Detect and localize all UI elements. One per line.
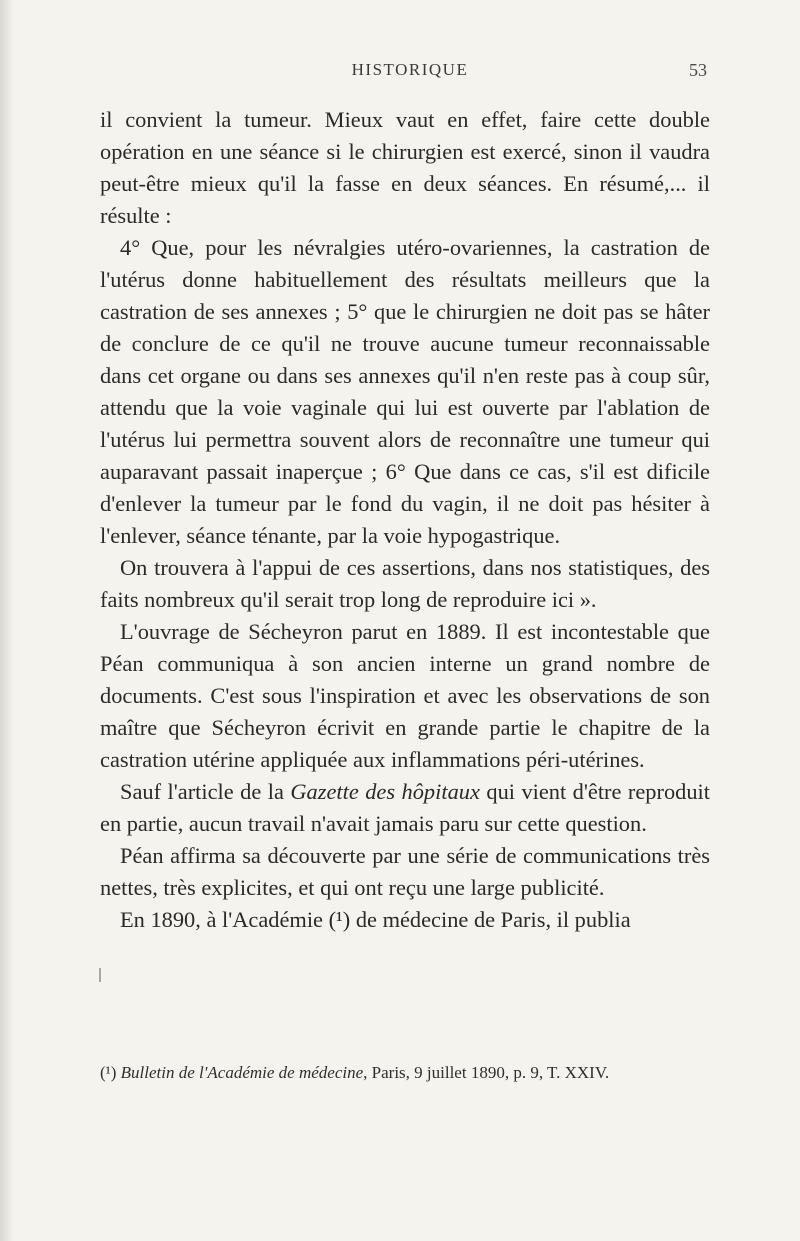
body-text xyxy=(100,104,710,936)
paragraph-5-after: qui vient d'être reproduit en partie, aucun travail n'avait jamais paru sur cette question. xyxy=(100,779,710,836)
paragraph-7 xyxy=(100,904,710,936)
paragraph-7-before: En 1890, à l'Académie xyxy=(120,907,329,932)
footnote-marker: (¹) xyxy=(100,1063,117,1082)
paragraph-5 xyxy=(100,776,710,840)
footnote-title: Bulletin de l'Académie de médecine xyxy=(120,1063,364,1082)
paragraph-7-after: de médecine de Paris, il publia xyxy=(350,907,631,932)
footnote-reference: (¹) xyxy=(328,907,351,932)
paragraph-1: il convient la tumeur. Mieux vaut en effet, faire cette double opération en une séance si le chirurgien est exercé, sinon il vaudra peut-être mieux qu'il la fasse en deux séances. En résumé,... il résulte : xyxy=(100,107,710,228)
gazette-title: Gazette des hôpitaux xyxy=(290,779,480,804)
paragraph-3: On trouvera à l'appui de ces assertions, dans nos statistiques, des faits nombreux qu'il serait trop long de reproduire ici ». xyxy=(100,555,710,612)
margin-mark xyxy=(99,968,101,982)
paragraph-6: Péan affirma sa découverte par une série de communications très nettes, très explicites, et qui ont reçu une large publicité. xyxy=(100,843,710,900)
page-header xyxy=(0,60,800,90)
page-edge-shadow xyxy=(0,0,14,1241)
page-number: 53 xyxy=(689,60,707,80)
paragraph-2: 4° Que, pour les névralgies utéro-ovariennes, la castration de l'utérus donne habituellement des résultats meilleurs que la castration de ses annexes ; 5° que le chirurgien ne doit pas se hâter de conclure de ce qu'il ne trouve aucune tumeur reconnaissable dans cet organe ou dans ses annexes qu'il n'en reste pas à coup sûr, attendu que la voie vaginale qui lui est ouverte par l'ablation de l'utérus lui permettra souvent alors de reconnaître une tumeur qui auparavant passait inaperçue ; 6° Que dans ce cas, s'il est dificile d'enlever la tumeur par le fond du vagin, il ne doit pas hésiter à l'enlever, séance ténante, par la voie hypogastrique. xyxy=(100,235,710,548)
running-head: HISTORIQUE xyxy=(351,60,469,79)
footnote xyxy=(100,1061,710,1085)
footnote-rest: , Paris, 9 juillet 1890, p. 9, T. XXIV. xyxy=(363,1063,610,1082)
paragraph-4: L'ouvrage de Sécheyron parut en 1889. Il est incontestable que Péan communiqua à son ancien interne un grand nombre de documents. C'est sous l'inspiration et avec les observations de son maître que Sécheyron écrivit en grande partie le chapitre de la castration utérine appliquée aux inflammations péri-utérines. xyxy=(100,619,710,772)
paragraph-5-before: Sauf l'article de la xyxy=(120,779,291,804)
